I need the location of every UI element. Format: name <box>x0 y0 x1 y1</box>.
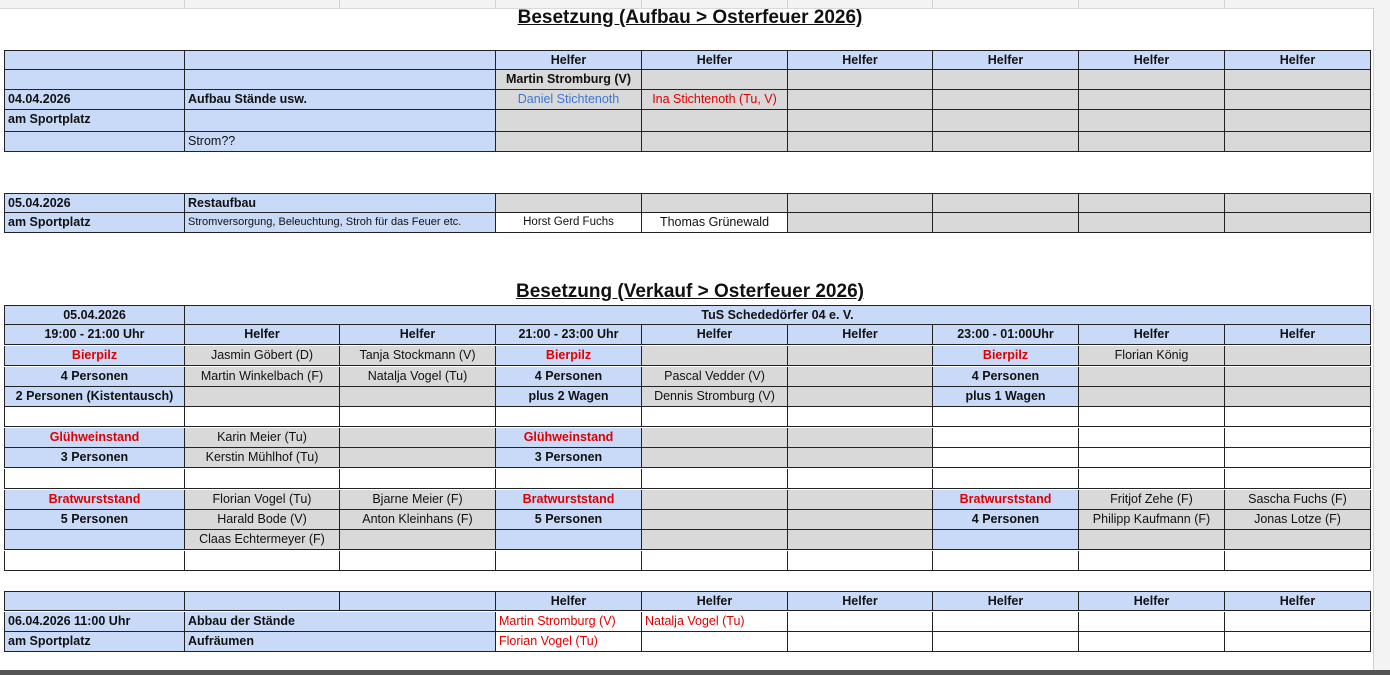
cell[interactable] <box>1225 132 1371 152</box>
cell[interactable] <box>788 612 933 632</box>
helfer-header[interactable]: Helfer <box>1079 325 1225 345</box>
cell[interactable] <box>642 469 788 489</box>
helper-cell[interactable]: Tanja Stockmann (V) <box>340 346 496 366</box>
cell[interactable] <box>496 132 642 152</box>
cell[interactable] <box>1225 530 1371 550</box>
cell[interactable] <box>340 591 496 611</box>
slot-cell[interactable]: 23:00 - 01:00Uhr <box>933 325 1079 345</box>
cell[interactable] <box>4 469 185 489</box>
cell[interactable] <box>933 551 1079 571</box>
cell[interactable] <box>1079 90 1225 110</box>
cell[interactable] <box>1079 632 1225 652</box>
cell[interactable] <box>933 469 1079 489</box>
cell[interactable] <box>788 448 933 468</box>
cell[interactable] <box>933 632 1079 652</box>
helfer-header[interactable]: Helfer <box>788 50 933 70</box>
persons-cell[interactable]: 4 Personen <box>4 367 185 387</box>
persons-cell[interactable]: 3 Personen <box>4 448 185 468</box>
cell[interactable] <box>496 530 642 550</box>
task-cell[interactable]: Aufbau Stände usw. <box>185 90 496 110</box>
helper-cell[interactable]: Dennis Stromburg (V) <box>642 387 788 407</box>
helper-cell[interactable]: Fritjof Zehe (F) <box>1079 490 1225 510</box>
sheet-right-edge <box>1373 8 1390 670</box>
cell[interactable] <box>496 469 642 489</box>
cell[interactable] <box>1225 551 1371 571</box>
cell[interactable] <box>185 591 340 611</box>
cell[interactable] <box>788 407 933 427</box>
cell[interactable] <box>185 70 496 90</box>
cell[interactable] <box>788 387 933 407</box>
helper-cell[interactable]: Florian Vogel (Tu) <box>185 490 340 510</box>
cell[interactable] <box>1079 469 1225 489</box>
date-cell[interactable]: 05.04.2026 <box>4 305 185 325</box>
helfer-header[interactable]: Helfer <box>496 50 642 70</box>
cell[interactable] <box>788 367 933 387</box>
helfer-header[interactable]: Helfer <box>1225 50 1371 70</box>
stand-cell[interactable]: Bierpilz <box>4 346 185 366</box>
cell[interactable] <box>788 510 933 530</box>
cell[interactable] <box>933 213 1079 233</box>
cell[interactable] <box>1079 428 1225 448</box>
slot-cell[interactable]: 19:00 - 21:00 Uhr <box>4 325 185 345</box>
helper-cell[interactable]: Kerstin Mühlhof (Tu) <box>185 448 340 468</box>
helper-cell[interactable]: Horst Gerd Fuchs <box>496 213 642 233</box>
cell[interactable] <box>1225 90 1371 110</box>
cell[interactable] <box>1079 448 1225 468</box>
helfer-header[interactable]: Helfer <box>642 325 788 345</box>
cell[interactable] <box>340 530 496 550</box>
cell[interactable] <box>1079 612 1225 632</box>
cell[interactable] <box>642 70 788 90</box>
cell[interactable] <box>642 490 788 510</box>
club-cell[interactable]: TuS Schededörfer 04 e. V. <box>185 305 1371 325</box>
cell[interactable] <box>642 448 788 468</box>
cell[interactable] <box>788 469 933 489</box>
cell[interactable] <box>1225 213 1371 233</box>
cell[interactable] <box>1079 387 1225 407</box>
verkauf-title: Besetzung (Verkauf > Osterfeuer 2026) <box>516 281 864 302</box>
stand-cell[interactable]: Glühweinstand <box>496 428 642 448</box>
cell[interactable] <box>185 407 340 427</box>
location-cell[interactable]: am Sportplatz <box>4 110 185 132</box>
cell[interactable] <box>642 632 788 652</box>
cell[interactable] <box>1079 407 1225 427</box>
helper-cell[interactable]: Harald Bode (V) <box>185 510 340 530</box>
cell[interactable] <box>642 346 788 366</box>
task-cell[interactable]: Abbau der Stände <box>185 612 496 632</box>
cell[interactable] <box>1225 448 1371 468</box>
cell[interactable] <box>933 448 1079 468</box>
helper-cell[interactable]: Jasmin Göbert (D) <box>185 346 340 366</box>
cell[interactable] <box>642 407 788 427</box>
aufbau-title: Besetzung (Aufbau > Osterfeuer 2026) <box>517 7 863 28</box>
cell[interactable] <box>642 530 788 550</box>
helper-cell[interactable]: Karin Meier (Tu) <box>185 428 340 448</box>
cell[interactable] <box>4 407 185 427</box>
persons-cell[interactable]: 4 Personen <box>933 367 1079 387</box>
helper-cell[interactable]: Pascal Vedder (V) <box>642 367 788 387</box>
stand-cell[interactable]: Bratwurststand <box>496 490 642 510</box>
cell[interactable] <box>1079 193 1225 213</box>
cell[interactable] <box>496 407 642 427</box>
wagen-cell[interactable]: plus 1 Wagen <box>933 387 1079 407</box>
cell[interactable] <box>1079 132 1225 152</box>
cell[interactable] <box>496 551 642 571</box>
cell[interactable] <box>496 193 642 213</box>
cell[interactable] <box>1079 367 1225 387</box>
helper-cell[interactable]: Jonas Lotze (F) <box>1225 510 1371 530</box>
cell[interactable] <box>1225 193 1371 213</box>
cell[interactable] <box>933 530 1079 550</box>
date-cell[interactable]: 04.04.2026 <box>4 90 185 110</box>
helfer-header[interactable]: Helfer <box>642 50 788 70</box>
helfer-header[interactable]: Helfer <box>642 591 788 611</box>
helfer-header[interactable]: Helfer <box>933 50 1079 70</box>
helper-cell[interactable]: Martin Stromburg (V) <box>496 612 642 632</box>
cell[interactable] <box>1225 110 1371 132</box>
task-cell[interactable]: Restaufbau <box>185 193 496 213</box>
helper-cell[interactable]: Natalja Vogel (Tu) <box>642 612 788 632</box>
cell[interactable] <box>340 387 496 407</box>
location-cell[interactable]: am Sportplatz <box>4 213 185 233</box>
persons-cell[interactable]: 4 Personen <box>933 510 1079 530</box>
stand-cell[interactable]: Glühweinstand <box>4 428 185 448</box>
cell[interactable] <box>933 132 1079 152</box>
cell[interactable] <box>185 50 496 70</box>
helper-cell[interactable]: Ina Stichtenoth (Tu, V) <box>642 90 788 110</box>
helfer-header[interactable]: Helfer <box>788 591 933 611</box>
cell[interactable] <box>642 510 788 530</box>
helfer-header[interactable]: Helfer <box>788 325 933 345</box>
helper-cell[interactable]: Florian Vogel (Tu) <box>496 632 642 652</box>
cell[interactable] <box>4 50 185 70</box>
lead-helper[interactable]: Martin Stromburg (V) <box>496 70 642 90</box>
stand-cell[interactable]: Bierpilz <box>933 346 1079 366</box>
cell[interactable] <box>1225 387 1371 407</box>
cell[interactable] <box>642 132 788 152</box>
helper-cell[interactable]: Florian König <box>1079 346 1225 366</box>
stand-cell[interactable]: Bratwurststand <box>4 490 185 510</box>
wagen-cell[interactable]: plus 2 Wagen <box>496 387 642 407</box>
slot-cell[interactable]: 21:00 - 23:00 Uhr <box>496 325 642 345</box>
cell[interactable] <box>788 70 933 90</box>
stand-cell[interactable]: Bierpilz <box>496 346 642 366</box>
cell[interactable] <box>4 551 185 571</box>
cell[interactable] <box>340 469 496 489</box>
helfer-header[interactable]: Helfer <box>1225 591 1371 611</box>
cell[interactable] <box>340 448 496 468</box>
helper-cell[interactable]: Bjarne Meier (F) <box>340 490 496 510</box>
cell[interactable] <box>1079 530 1225 550</box>
persons-cell[interactable]: 4 Personen <box>496 367 642 387</box>
persons-cell[interactable]: 2 Personen (Kistentausch) <box>4 387 185 407</box>
cell[interactable] <box>1225 632 1371 652</box>
cell[interactable] <box>933 612 1079 632</box>
cell[interactable] <box>788 110 933 132</box>
helfer-header[interactable]: Helfer <box>1079 50 1225 70</box>
cell[interactable] <box>788 490 933 510</box>
cell[interactable] <box>933 70 1079 90</box>
cell[interactable] <box>1225 612 1371 632</box>
date-cell[interactable]: 06.04.2026 11:00 Uhr <box>4 612 185 632</box>
helper-cell[interactable]: Martin Winkelbach (F) <box>185 367 340 387</box>
cell[interactable] <box>933 110 1079 132</box>
cell[interactable] <box>788 132 933 152</box>
cell[interactable] <box>1225 469 1371 489</box>
cell[interactable] <box>788 346 933 366</box>
cell[interactable] <box>1225 407 1371 427</box>
helfer-header[interactable]: Helfer <box>1225 325 1371 345</box>
cell[interactable] <box>1225 346 1371 366</box>
cell[interactable] <box>933 407 1079 427</box>
cell[interactable] <box>788 530 933 550</box>
helfer-header[interactable]: Helfer <box>496 591 642 611</box>
helper-cell[interactable]: Philipp Kaufmann (F) <box>1079 510 1225 530</box>
cell[interactable] <box>642 193 788 213</box>
stand-cell[interactable]: Bratwurststand <box>933 490 1079 510</box>
helper-cell[interactable]: Daniel Stichtenoth <box>496 90 642 110</box>
cell[interactable] <box>788 632 933 652</box>
cell[interactable] <box>185 110 496 132</box>
window-bottom-bar <box>0 670 1390 675</box>
task-cell[interactable]: Aufräumen <box>185 632 496 652</box>
cell[interactable] <box>642 551 788 571</box>
persons-cell[interactable]: 3 Personen <box>496 448 642 468</box>
cell[interactable] <box>1225 367 1371 387</box>
helper-cell[interactable]: Anton Kleinhans (F) <box>340 510 496 530</box>
helper-cell[interactable]: Natalja Vogel (Tu) <box>340 367 496 387</box>
helfer-header[interactable]: Helfer <box>1079 591 1225 611</box>
helper-cell[interactable]: Thomas Grünewald <box>642 213 788 233</box>
cell[interactable] <box>933 90 1079 110</box>
cell[interactable] <box>4 132 185 152</box>
cell[interactable] <box>933 193 1079 213</box>
persons-cell[interactable]: 5 Personen <box>4 510 185 530</box>
helfer-header[interactable]: Helfer <box>340 325 496 345</box>
note-cell[interactable]: Strom?? <box>185 132 496 152</box>
cell[interactable] <box>788 193 933 213</box>
date-cell[interactable]: 05.04.2026 <box>4 193 185 213</box>
cell[interactable] <box>340 407 496 427</box>
cell[interactable] <box>1079 110 1225 132</box>
cell[interactable] <box>1079 70 1225 90</box>
persons-cell[interactable]: 5 Personen <box>496 510 642 530</box>
cell[interactable] <box>642 428 788 448</box>
helfer-header[interactable]: Helfer <box>933 591 1079 611</box>
cell[interactable] <box>4 591 185 611</box>
cell[interactable] <box>1225 70 1371 90</box>
cell[interactable] <box>1079 551 1225 571</box>
cell[interactable] <box>185 387 340 407</box>
cell[interactable] <box>340 428 496 448</box>
cell[interactable] <box>4 530 185 550</box>
cell[interactable] <box>788 213 933 233</box>
cell[interactable] <box>1079 213 1225 233</box>
cell[interactable] <box>788 90 933 110</box>
cell[interactable] <box>185 551 340 571</box>
helper-cell[interactable]: Claas Echtermeyer (F) <box>185 530 340 550</box>
cell[interactable] <box>340 551 496 571</box>
cell[interactable] <box>185 469 340 489</box>
cell[interactable] <box>933 428 1079 448</box>
cell[interactable] <box>4 70 185 90</box>
note-cell[interactable]: Stromversorgung, Beleuchtung, Stroh für das Feuer etc. <box>185 213 496 233</box>
cell[interactable] <box>1225 428 1371 448</box>
cell[interactable] <box>496 110 642 132</box>
helfer-header[interactable]: Helfer <box>185 325 340 345</box>
helper-cell[interactable]: Sascha Fuchs (F) <box>1225 490 1371 510</box>
cell[interactable] <box>642 110 788 132</box>
cell[interactable] <box>788 551 933 571</box>
location-cell[interactable]: am Sportplatz <box>4 632 185 652</box>
cell[interactable] <box>788 428 933 448</box>
